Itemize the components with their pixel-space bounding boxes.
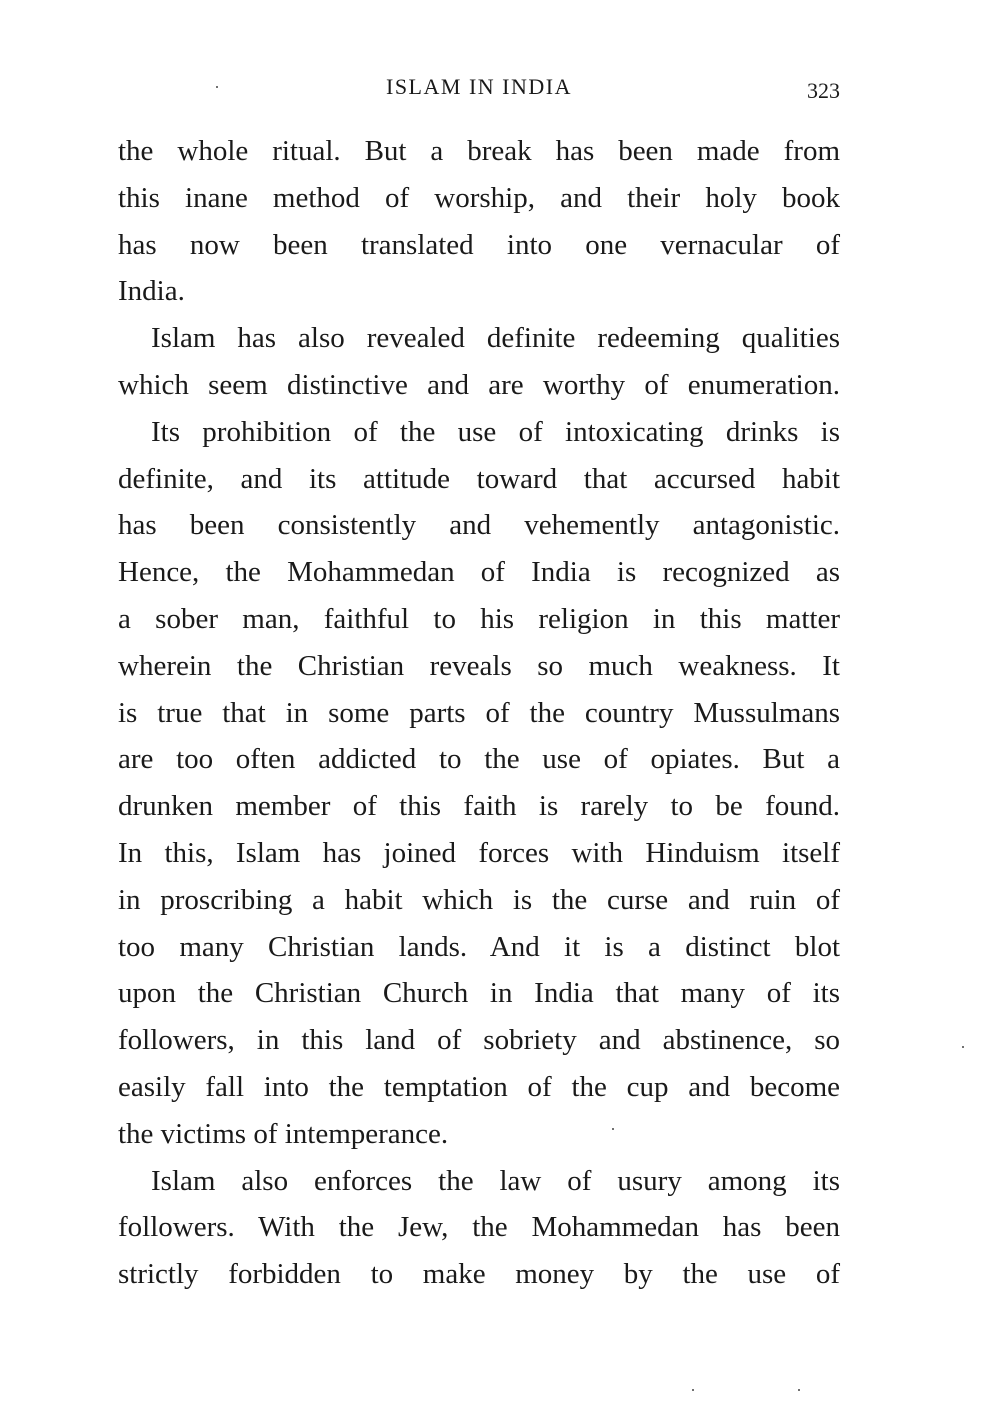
text-line: followers, in this land of sobriety and abstinence, so <box>118 1024 840 1057</box>
text-line: followers. With the Jew, the Mohammedan has been <box>118 1211 840 1244</box>
speck <box>798 1389 800 1391</box>
text-line: which seem distinctive and are worthy of enumeration. <box>118 368 840 401</box>
text-line: strictly forbidden to make money by the use of <box>118 1258 840 1291</box>
text-line: has now been translated into one vernacular of <box>118 228 840 261</box>
text-line: the whole ritual. But a break has been made from <box>118 135 840 167</box>
text-line: has been consistently and vehemently antagonistic. <box>118 509 840 542</box>
text-line: too many Christian lands. And it is a distinct blot <box>118 930 840 963</box>
running-head <box>118 72 840 102</box>
text-line: India. <box>118 275 185 308</box>
speck <box>962 1046 964 1048</box>
text-line: wherein the Christian reveals so much weakness. It <box>118 649 840 682</box>
body-text <box>118 128 840 1298</box>
text-line: Its prohibition of the use of intoxicating drinks is <box>151 415 840 448</box>
speck <box>692 1389 694 1391</box>
text-line: definite, and its attitude toward that accursed habit <box>118 462 840 495</box>
text-line: Islam has also revealed definite redeeming qualities <box>151 322 840 355</box>
text-line: easily fall into the temptation of the cup and become <box>118 1070 840 1103</box>
text-line: this inane method of worship, and their holy book <box>118 181 840 214</box>
text-line: upon the Christian Church in India that many of its <box>118 977 840 1010</box>
text-line: drunken member of this faith is rarely to be found. <box>118 790 840 823</box>
text-line: Islam also enforces the law of usury among its <box>151 1164 840 1197</box>
speck <box>612 1128 614 1130</box>
text-line: a sober man, faithful to his religion in this matter <box>118 602 840 635</box>
page-number: 323 <box>807 78 840 103</box>
text-line: in proscribing a habit which is the curse and ruin of <box>118 883 840 916</box>
running-title: ISLAM IN INDIA <box>386 74 572 99</box>
text-line: are too often addicted to the use of opiates. But a <box>118 743 840 776</box>
text-line: is true that in some parts of the country Mussulmans <box>118 696 840 729</box>
speck <box>216 86 218 88</box>
text-line: In this, Islam has joined forces with Hinduism itself <box>118 836 840 869</box>
text-line: the victims of intemperance. <box>118 1117 449 1150</box>
text-line: Hence, the Mohammedan of India is recognized as <box>118 556 840 589</box>
